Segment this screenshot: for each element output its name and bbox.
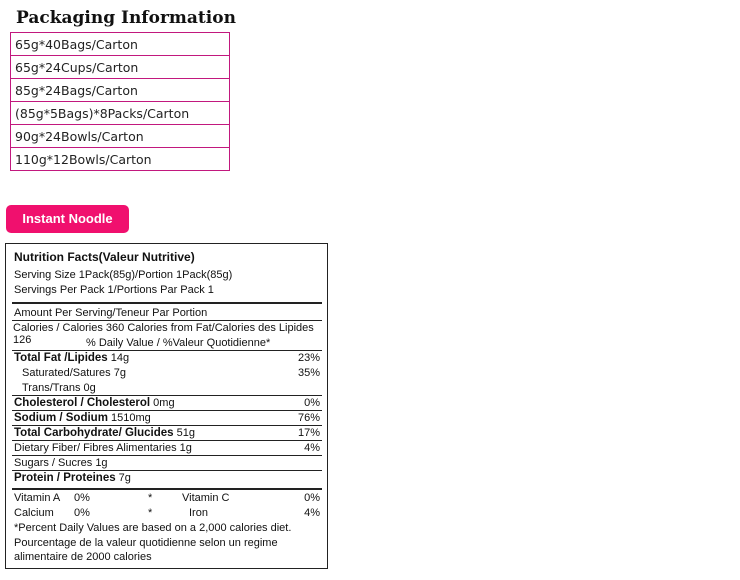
- iron-label: Iron: [189, 507, 208, 519]
- table-row: [11, 102, 230, 125]
- carbohydrate-pct: 17%: [297, 427, 320, 439]
- iron-pct: 4%: [304, 507, 320, 519]
- table-row: [11, 148, 230, 171]
- fiber-label: Dietary Fiber/ Fibres Alimentaries 1g: [14, 442, 192, 454]
- protein-row: [14, 472, 320, 487]
- packaging-item: 65g*40Bags/Carton: [11, 33, 230, 56]
- packaging-item: 110g*12Bowls/Carton: [11, 148, 230, 171]
- cholesterol-pct: 0%: [304, 397, 320, 409]
- divider: [12, 350, 322, 351]
- table-row: [11, 56, 230, 79]
- total-fat-row: [14, 352, 320, 367]
- separator: *: [148, 492, 153, 504]
- divider: [12, 488, 322, 490]
- mineral-row: [14, 507, 320, 522]
- table-row: [11, 125, 230, 148]
- table-row: [11, 79, 230, 102]
- table-row: [11, 33, 230, 56]
- trans-label: Trans/Trans 0g: [22, 382, 96, 394]
- vitamin-c-pct: 0%: [304, 492, 320, 504]
- divider: [12, 440, 322, 441]
- calcium-label: Calcium: [14, 507, 54, 519]
- divider: [12, 395, 322, 396]
- cholesterol-label: Cholesterol / Cholesterol: [14, 397, 151, 409]
- carbohydrate-amount: 51g: [176, 427, 195, 439]
- daily-value-header: % Daily Value / %Valeur Quotidienne*: [86, 337, 271, 349]
- sodium-pct: 76%: [297, 412, 320, 424]
- divider: [12, 425, 322, 426]
- packaging-title: Packaging Information: [16, 8, 236, 28]
- divider: [12, 470, 322, 471]
- divider: [12, 455, 322, 456]
- protein-amount: 7g: [118, 472, 131, 484]
- saturated-row: [14, 367, 320, 382]
- total-fat-pct: 23%: [297, 352, 320, 364]
- sugars-label: Sugars / Sucres 1g: [14, 457, 108, 469]
- vitamin-a-label: Vitamin A: [14, 492, 61, 504]
- sodium-label: Sodium / Sodium: [14, 412, 108, 424]
- footnote: *Percent Daily Values are based on a 2,000 calories diet.: [14, 522, 292, 534]
- vitamin-a-pct: 0%: [74, 492, 90, 504]
- serving-size: Serving Size 1Pack(85g)/Portion 1Pack(85g): [14, 269, 233, 281]
- footnote: alimentaire de 2000 calories: [14, 551, 152, 563]
- packaging-item: (85g*5Bags)*8Packs/Carton: [11, 102, 230, 125]
- footnote: Pourcentage de la valeur quotidienne selon un regime: [14, 537, 278, 549]
- calories-line: Calories / Calories 360 Calories from Fat/Calories des Lipides 126: [13, 322, 314, 346]
- separator: *: [148, 507, 153, 519]
- sodium-amount: 1510mg: [110, 412, 151, 424]
- packaging-item: 90g*24Bowls/Carton: [11, 125, 230, 148]
- total-fat-amount: 14g: [110, 352, 130, 364]
- nutrition-facts-panel: [5, 243, 328, 569]
- total-fat-label: Total Fat /Lipides: [14, 352, 108, 364]
- servings-per-pack: Servings Per Pack 1/Portions Par Pack 1: [14, 284, 214, 296]
- saturated-pct: 35%: [297, 367, 320, 379]
- saturated-label: Saturated/Satures 7g: [22, 367, 126, 379]
- instant-noodle-tab[interactable]: Instant Noodle: [6, 205, 129, 233]
- vitamin-row: [14, 492, 320, 507]
- divider: [12, 410, 322, 411]
- protein-label: Protein / Proteines: [14, 472, 116, 484]
- cholesterol-amount: 0mg: [153, 397, 175, 409]
- packaging-item: 65g*24Cups/Carton: [11, 56, 230, 79]
- divider: [12, 302, 322, 304]
- vitamin-c-label: Vitamin C: [182, 492, 230, 504]
- divider: [12, 320, 322, 321]
- amount-per-serving: Amount Per Serving/Teneur Par Portion: [14, 307, 208, 319]
- packaging-table: [10, 32, 230, 171]
- fiber-pct: 4%: [304, 442, 320, 454]
- packaging-item: 85g*24Bags/Carton: [11, 79, 230, 102]
- nutrition-title: Nutrition Facts(Valeur Nutritive): [14, 250, 195, 264]
- calcium-pct: 0%: [74, 507, 90, 519]
- carbohydrate-label: Total Carbohydrate/ Glucides: [14, 427, 174, 439]
